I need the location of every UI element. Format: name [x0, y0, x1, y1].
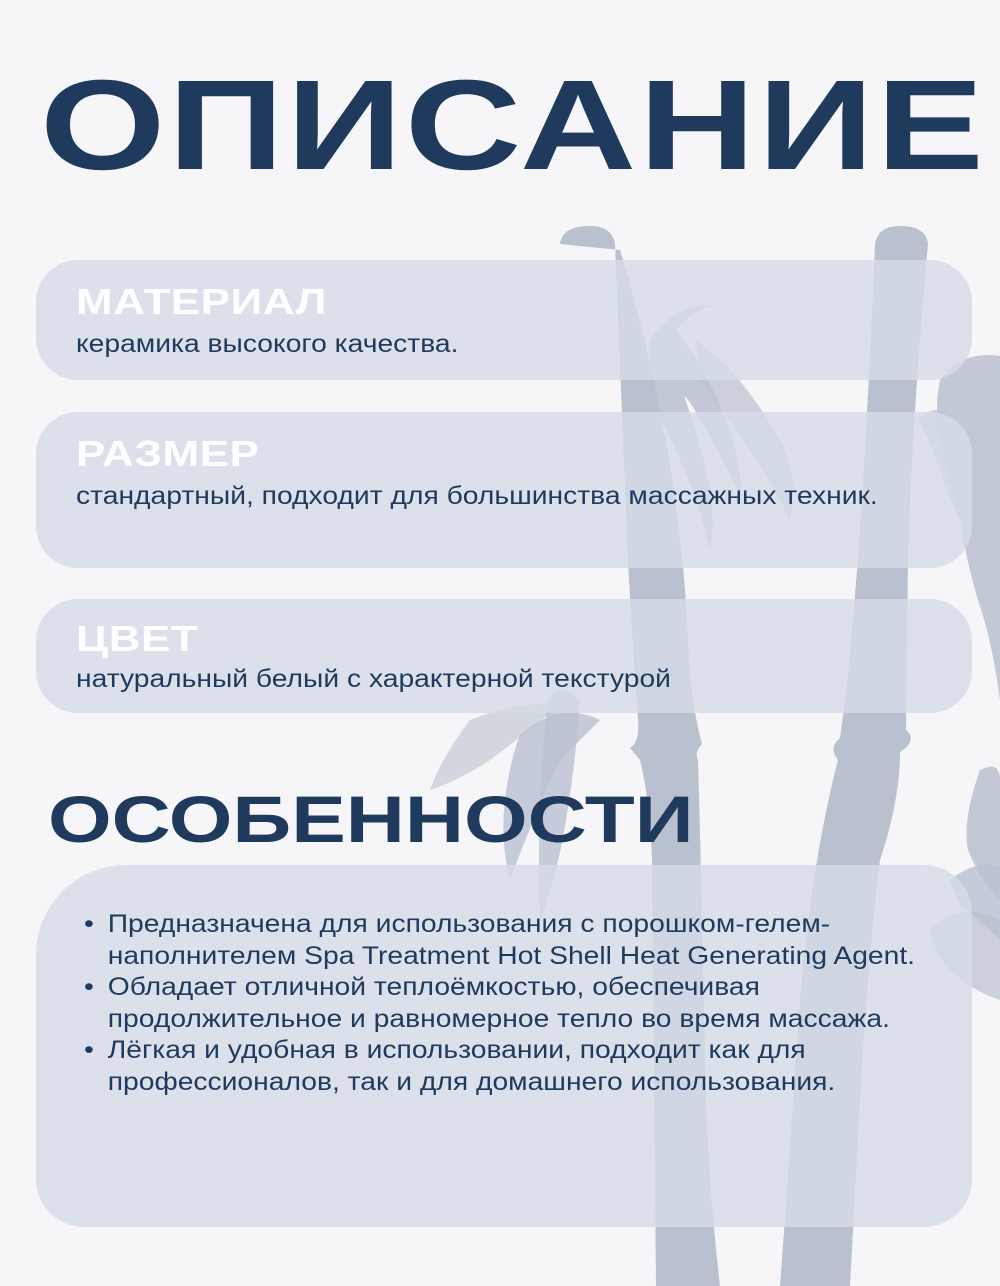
feature-item	[84, 909, 920, 972]
bullet-icon: •	[84, 1036, 94, 1064]
spec-label: МАТЕРИАЛ	[76, 281, 328, 322]
features-list	[84, 909, 920, 1098]
features-card	[36, 865, 972, 1227]
spec-value: керамика высокого качества.	[76, 330, 459, 358]
feature-text: Лёгкая и удобная в использовании, подходит как для профессионалов, так и для домашнего использования.	[107, 1036, 836, 1096]
feature-text: Обладает отличной теплоёмкостью, обеспечивая продолжительное и равномерное тепло во время массажа.	[107, 973, 890, 1033]
spec-value: стандартный, подходит для большинства массажных техник.	[76, 482, 878, 510]
spec-card-color	[36, 599, 972, 713]
spec-label: РАЗМЕР	[76, 433, 260, 474]
feature-item	[84, 1035, 920, 1098]
bullet-icon: •	[84, 973, 94, 1001]
page-title: ОПИСАНИЕ	[40, 54, 987, 197]
spec-label: ЦВЕТ	[76, 618, 199, 659]
features-title: ОСОБЕННОСТИ	[48, 782, 694, 856]
spec-value: натуральный белый с характерной текстурой	[76, 665, 671, 693]
feature-text: Предназначена для использования с порошком-гелем-наполнителем Spa Treatment Hot Shell Heat Generating Agent.	[107, 910, 916, 970]
spec-card-material	[36, 260, 972, 380]
feature-item	[84, 972, 920, 1035]
spec-card-size	[36, 412, 972, 568]
bullet-icon: •	[84, 910, 94, 938]
